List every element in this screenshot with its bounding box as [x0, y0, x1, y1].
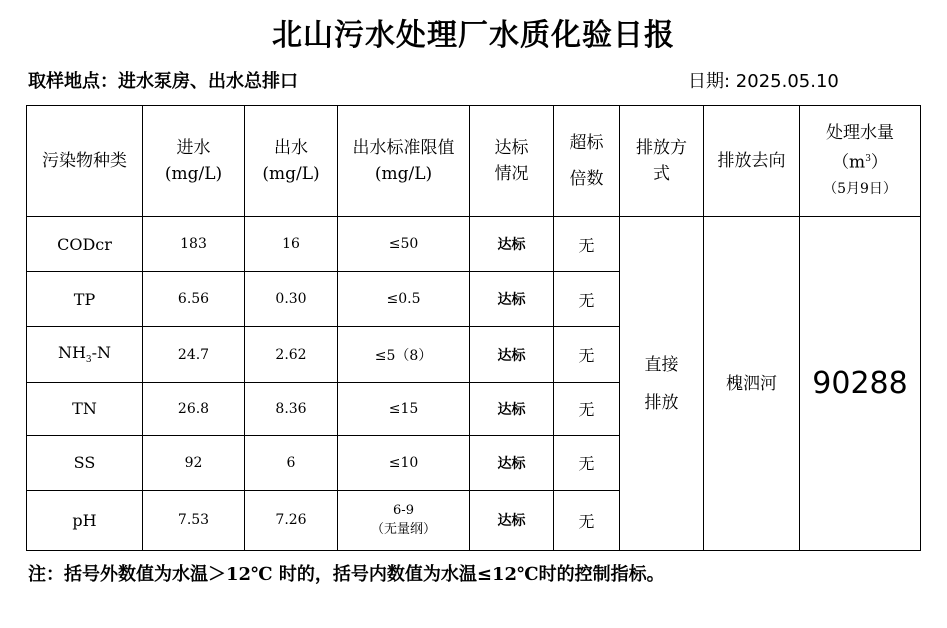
inflow-value: 92: [143, 435, 245, 490]
water-quality-table: [26, 105, 921, 551]
header-volume: 处理水量 $(m^3)$ （5月9日）: [800, 106, 921, 217]
inflow-value: 183: [143, 217, 245, 272]
pollutant-name: CODcr: [27, 217, 143, 272]
report-title: 北山污水处理厂水质化验日报: [272, 18, 675, 53]
pass-status: 达标: [470, 435, 554, 490]
treated-volume: 90288: [800, 217, 921, 551]
exceed-value: 无: [554, 272, 620, 327]
header-row: [27, 106, 921, 217]
header-exceed: 超标 倍数: [554, 106, 620, 217]
pollutant-name: TP: [27, 272, 143, 327]
limit-value: ≤10: [338, 435, 470, 490]
pollutant-name: $NH_3-N$: [27, 327, 143, 382]
header-pollutant: 污染物种类: [27, 106, 143, 217]
footnote: 注：括号外数值为水温＞12℃ 时的，括号内数值为水温≤12℃时的控制指标。: [28, 564, 665, 585]
inflow-value: 24.7: [143, 327, 245, 382]
exceed-value: 无: [554, 435, 620, 490]
header-inflow: 进水 (mg/L): [143, 106, 245, 217]
outflow-value: 8.36: [245, 382, 338, 435]
inflow-value: 26.8: [143, 382, 245, 435]
report-date: 日期: 2025.05.10: [688, 71, 839, 92]
header-limit: 出水标准限值 (mg/L): [338, 106, 470, 217]
pollutant-name: TN: [27, 382, 143, 435]
limit-value: 6-9 （无量纲）: [338, 490, 470, 550]
pass-status: 达标: [470, 327, 554, 382]
pollutant-name: SS: [27, 435, 143, 490]
pass-status: 达标: [470, 272, 554, 327]
table-row: [27, 217, 921, 272]
outflow-value: 7.26: [245, 490, 338, 550]
discharge-mode: 直接 排放: [620, 217, 704, 551]
exceed-value: 无: [554, 327, 620, 382]
header-outflow: 出水 (mg/L): [245, 106, 338, 217]
outflow-value: 0.30: [245, 272, 338, 327]
header-discharge-dest: 排放去向: [704, 106, 800, 217]
inflow-value: 7.53: [143, 490, 245, 550]
limit-value: ≤15: [338, 382, 470, 435]
limit-value: ≤0.5: [338, 272, 470, 327]
sampling-location: 取样地点：进水泵房、出水总排口: [28, 71, 298, 92]
pollutant-name: pH: [27, 490, 143, 550]
limit-value: ≤50: [338, 217, 470, 272]
inflow-value: 6.56: [143, 272, 245, 327]
header-pass: 达标 情况: [470, 106, 554, 217]
pass-status: 达标: [470, 217, 554, 272]
pass-status: 达标: [470, 382, 554, 435]
exceed-value: 无: [554, 217, 620, 272]
outflow-value: 2.62: [245, 327, 338, 382]
header-discharge-mode: 排放方 式: [620, 106, 704, 217]
pass-status: 达标: [470, 490, 554, 550]
exceed-value: 无: [554, 382, 620, 435]
outflow-value: 16: [245, 217, 338, 272]
exceed-value: 无: [554, 490, 620, 550]
outflow-value: 6: [245, 435, 338, 490]
limit-value: ≤5（8）: [338, 327, 470, 382]
discharge-destination: 槐泗河: [704, 217, 800, 551]
